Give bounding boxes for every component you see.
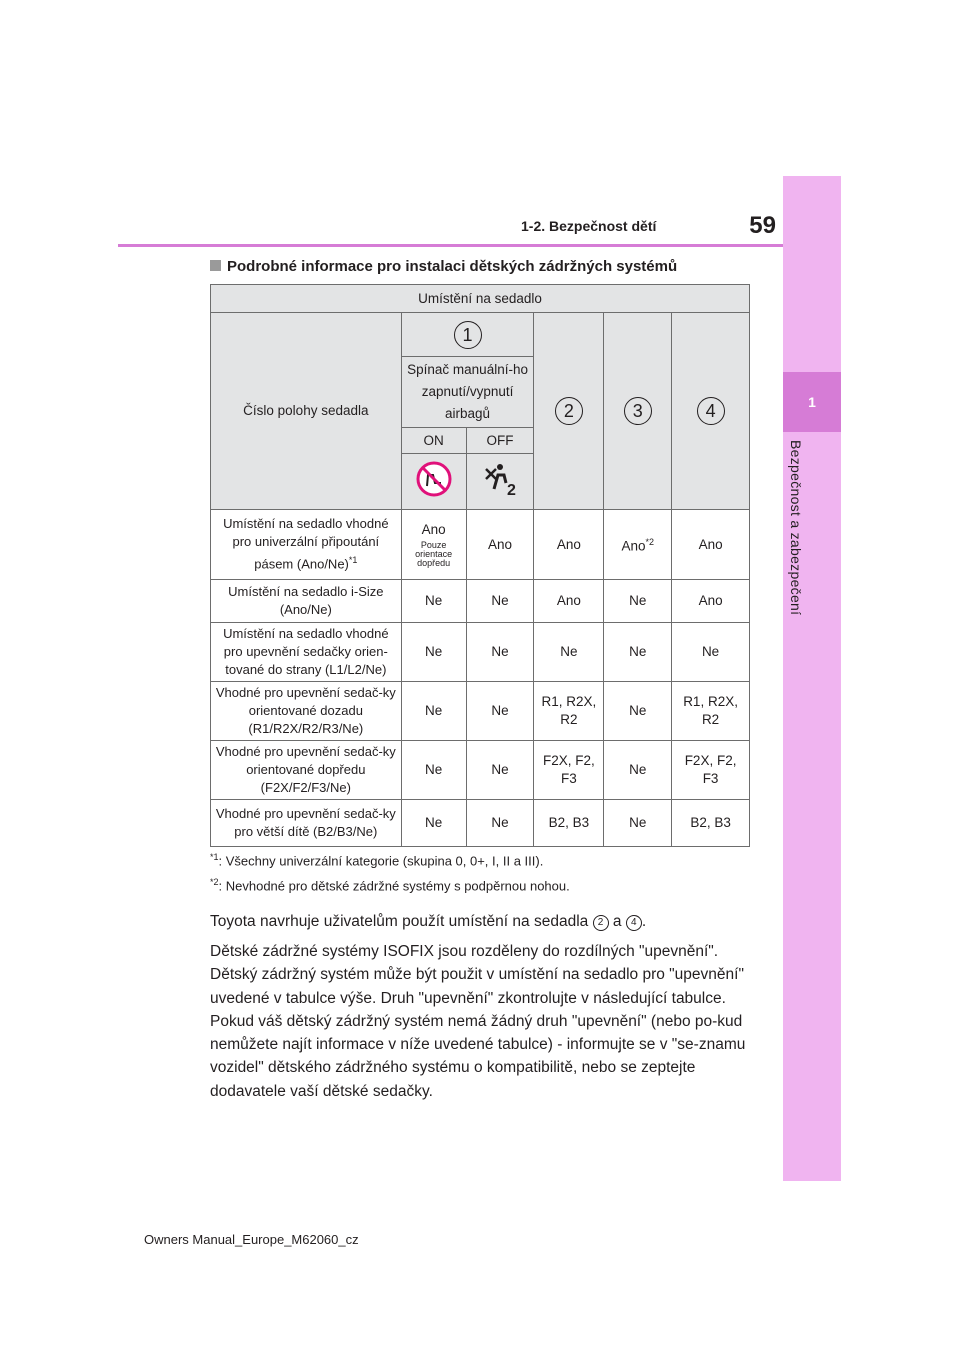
cell-seat-3: Ne bbox=[604, 623, 672, 682]
cell-off: Ne bbox=[466, 741, 534, 800]
seat-number-3: 3 bbox=[624, 397, 652, 425]
cell-on: Ne bbox=[401, 623, 466, 682]
cell-on-note: Pouze orientace dopředu bbox=[415, 540, 453, 568]
switch-on-label: ON bbox=[401, 428, 466, 454]
recommendation-text: Toyota navrhuje uživatelům použít umístění na sedadla 2 a 4 . bbox=[210, 913, 647, 930]
cell-seat-4: Ano bbox=[672, 510, 750, 580]
row-label-isize: Umístění na sedadlo i-Size (Ano/Ne) bbox=[211, 580, 402, 623]
header-rule bbox=[118, 244, 783, 247]
cell-seat-2: B2, B3 bbox=[534, 800, 604, 847]
cell-seat-2: R1, R2X, R2 bbox=[534, 682, 604, 741]
chapter-title: Bezpečnost a zabezpečení bbox=[788, 440, 804, 616]
row-label-lateral: Umístění na sedadlo vhodné pro upevnění sedačky orien-tované do strany (L1/L2/Ne) bbox=[211, 623, 402, 682]
airbag-switch-label: Spínač manuální-ho zapnutí/vypnutí airbagů bbox=[401, 357, 534, 428]
square-bullet-icon bbox=[210, 260, 221, 271]
cell-seat-2: Ano bbox=[534, 510, 604, 580]
row-label-forward: Vhodné pro upevnění sedač-ky orientované dopředu (F2X/F2/F3/Ne) bbox=[211, 741, 402, 800]
cell-seat-3: Ne bbox=[604, 741, 672, 800]
cell-on: Ne bbox=[401, 800, 466, 847]
row-label-rearward: Vhodné pro upevnění sedač-ky orientované dozadu (R1/R2X/R2/R3/Ne) bbox=[211, 682, 402, 741]
cell-off: Ne bbox=[466, 580, 534, 623]
cell-seat-2: Ano bbox=[534, 580, 604, 623]
seat-2-icon: 2 bbox=[593, 915, 609, 931]
cell-off: Ano bbox=[466, 510, 534, 580]
footer: Owners Manual_Europe_M62060_cz bbox=[144, 1232, 359, 1247]
seat-number-4: 4 bbox=[697, 397, 725, 425]
svg-text:2: 2 bbox=[507, 482, 516, 497]
footnote-1: $^{*1}$: Všechny univerzální kategorie (skupina 0, 0+, I, II a III). bbox=[210, 852, 544, 869]
cell-off: Ne bbox=[466, 800, 534, 847]
cell-seat-3: Ano$^{*2}$ bbox=[604, 510, 672, 580]
cell-seat-3: Ne bbox=[604, 800, 672, 847]
cell-seat-4: R1, R2X, R2 bbox=[672, 682, 750, 741]
airbag-on-icon bbox=[480, 461, 520, 497]
cell-seat-4: B2, B3 bbox=[672, 800, 750, 847]
table-top-header: Umístění na sedadlo bbox=[211, 285, 750, 313]
seat-number-1: 1 bbox=[454, 321, 482, 349]
row-label-universal: Umístění na sedadlo vhodné pro univerzální připoutání pásem $(Ano/Ne)^{*1}$ bbox=[211, 510, 402, 580]
chapter-sidebar bbox=[783, 176, 841, 1181]
section-title: 1-2. Bezpečnost dětí bbox=[521, 218, 657, 234]
row-label-booster: Vhodné pro upevnění sedač-ky pro větší dítě (B2/B3/Ne) bbox=[211, 800, 402, 847]
cell-on: Ne bbox=[401, 741, 466, 800]
seat-4-icon: 4 bbox=[626, 915, 642, 931]
cell-on: Ne bbox=[401, 682, 466, 741]
seat-position-table bbox=[210, 284, 750, 847]
seat-number-2: 2 bbox=[555, 397, 583, 425]
cell-seat-3: Ne bbox=[604, 580, 672, 623]
cell-seat-2: F2X, F2, F3 bbox=[534, 741, 604, 800]
switch-off-label: OFF bbox=[466, 428, 534, 454]
cell-seat-2: Ne bbox=[534, 623, 604, 682]
cell-seat-3: Ne bbox=[604, 682, 672, 741]
airbag-off-icon bbox=[416, 461, 452, 497]
subheading-text: Podrobné informace pro instalaci dětských zádržných systémů bbox=[227, 258, 678, 275]
footnote-2: $^{*2}$: Nevhodné pro dětské zádržné systémy s podpěrnou nohou. bbox=[210, 877, 570, 894]
chapter-number: 1 bbox=[808, 394, 816, 410]
subheading bbox=[210, 258, 677, 275]
cell-on: Ne bbox=[401, 580, 466, 623]
cell-seat-4: Ano bbox=[672, 580, 750, 623]
cell-seat-4: Ne bbox=[672, 623, 750, 682]
position-label: Číslo polohy sedadla bbox=[211, 313, 402, 510]
page-number: 59 bbox=[749, 212, 776, 239]
cell-seat-4: F2X, F2, F3 bbox=[672, 741, 750, 800]
cell-off: Ne bbox=[466, 682, 534, 741]
isofix-paragraph: Dětské zádržné systémy ISOFIX jsou rozděleny do rozdílných "upevnění". Dětský zádržný systém může být použit v umístění na sedadlo pro "upevnění" uvedené v tabulce výše. Druh "upevnění" zkontrolujte v následující tabulce. Pokud váš dětský zádržný systém nemá žádný druh "upevnění" (nebo po-kud nemůžete najít informace v níže uvedené tabulce) - informujte se v "se-znamu vozidel" dětského zádržného systému o kompatibilitě, nebo se zeptejte dodavatele vaší dětské sedačky. bbox=[210, 943, 746, 1100]
cell-off: Ne bbox=[466, 623, 534, 682]
cell-on: Ano bbox=[421, 522, 446, 537]
